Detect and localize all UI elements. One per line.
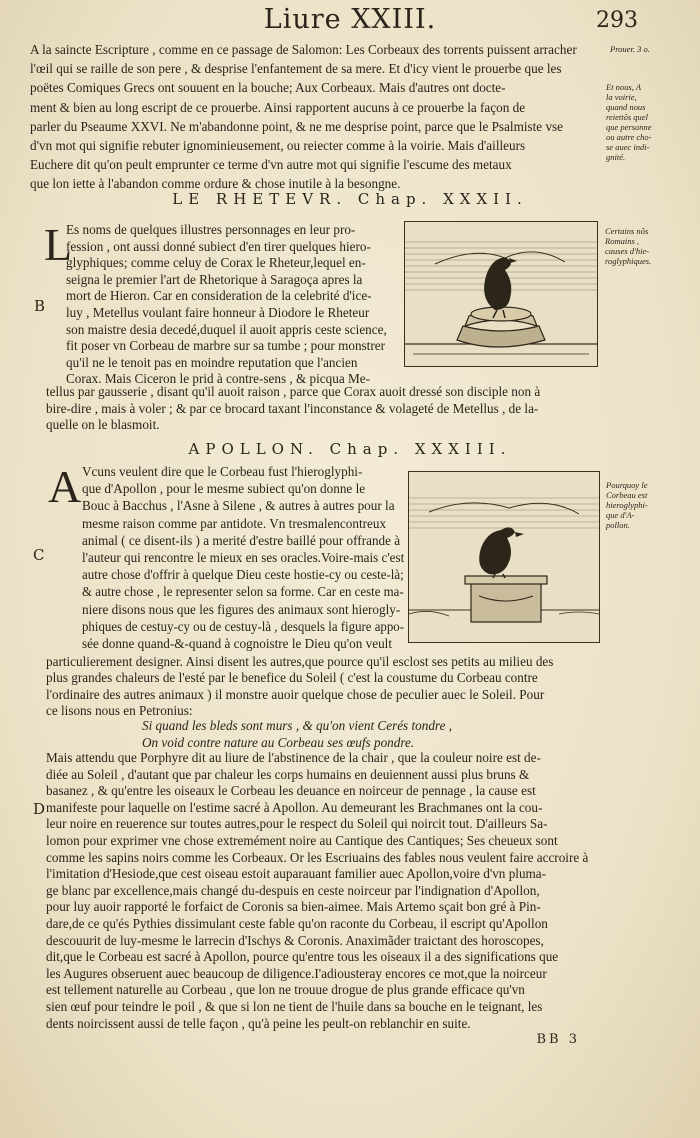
woodcut-raven-on-tomb xyxy=(404,221,598,367)
text-line: particulierement designer. Ainsi disent les autres,que pource qu'il esclost ses petits au milieu des xyxy=(46,654,554,669)
text-line: & autre chose , le representer selon sa forme. Car en ceste ma- xyxy=(82,584,404,600)
text-line: basanez , & qu'entre les oiseaux le Corbeau les deuance en noirceur de pennage , la cause est xyxy=(46,783,536,799)
text-line: mort de Hieron. Car en consideration de la celebrité d'ice- xyxy=(66,288,372,304)
text-line: Bouc à Bacchus , l'Asne à Silene , & autres à autres pour la xyxy=(82,498,395,514)
text-line: son maistre desia decedé,duquel il auoit appris ceste science, xyxy=(66,321,387,337)
text-line: qu'il ne le tenoit pas en moindre reputation que l'ancien xyxy=(66,354,358,370)
text-line: Euchere dit qu'on peult emprunter ce terme d'vn autre mot qui signifie l'escume des metaux xyxy=(30,157,512,173)
text-line: autre chose d'offrir à quelque Dieu ceste hostie-cy ou ceste-là; xyxy=(82,567,404,583)
text-line: seigna le premier l'art de Rhetorique à Saragoça apres la xyxy=(66,271,363,287)
dropcap-a: A xyxy=(48,461,82,512)
text-line: Es noms de quelques illustres personnages en leur pro- xyxy=(66,222,356,237)
text-line: pour luy auoir rapporté le forfaict de Coronis sa bien-aimee. Mais Artemo sçait bon gré à Pin- xyxy=(46,899,541,915)
text-line: fession , ont aussi donné subiect d'en tirer quelques hiero- xyxy=(66,238,371,254)
text-line: A la saincte Escripture , comme en ce passage de Salomon: Les Corbeaux des torrents puissent arracher xyxy=(30,42,577,57)
dropcap-l: L xyxy=(44,219,73,270)
text-line: bire-dire , mais à voler ; & par ce brocard taxant l'inconstance & volageté de Metellus , de la- xyxy=(46,400,539,416)
text-line: glyphiques; comme celuy de Corax le Rheteur,lequel en- xyxy=(66,255,366,271)
text-line: phiques de cestuy-cy ou de cestuy-là , desquels la figure appo- xyxy=(82,618,405,634)
page-title: Liure XXIII. xyxy=(263,4,437,35)
text-line: parler du Pseaume XXVI. Ne m'abandonne point, & ne me desprise point, parce que le Psalmiste vse xyxy=(30,118,564,134)
text-line: sée donne quand-&-quand à cognoistre le Dieu qu'on veult xyxy=(82,636,392,651)
text-line: poëtes Comiques Grecs ont souuent en la bouche; Aux Corbeaux. Mais d'autres ont docte- xyxy=(30,80,506,96)
text-line: est tellement naturelle au Corbeau , que lon ne trouue drogue de plus grande efficace qu'vn xyxy=(46,982,525,998)
text-line: comme les sapins noirs comme les Corbeaux. Or les Escriuains des fables nous veulent faire accroire à xyxy=(46,849,589,865)
text-line: manifeste pour laquelle on l'estime sacré à Apollon. Au demeurant les Brachmanes ont la cou- xyxy=(46,799,543,815)
text-line: Si quand les bleds sont murs , & qu'on vient Cerés tondre , xyxy=(142,718,453,733)
text-line: dare,de ce qu'és Pythies dissimulant ceste fable qu'on raconte du Corbeau, il escript qu'Apollon xyxy=(46,916,548,931)
text-line: lomon pour exprimer vne chose extremément noire au Cantique des Cantiques; Ses cheueux sont xyxy=(46,833,558,848)
text-line: leur noire en reuerence sur toutes autres,pour le respect du Soleil qui noircit tout. D'ailleurs Sa- xyxy=(46,816,548,832)
text-line: tellus par gausserie , disant qu'il auoit raison , parce que Corax auoit dressé son disciple non à xyxy=(46,384,541,399)
margin-note-romains: Certains nõs Romains , causes d'hie- roglyphiques. xyxy=(605,226,652,266)
margin-note-pourquoy: Pourquoy le Corbeau est hieroglyphi- que d'A- pollon. xyxy=(606,480,648,530)
text-line: Vcuns veulent dire que le Corbeau fust l'hieroglyphi- xyxy=(82,464,363,479)
text-line: dents noircissent aussi de telle façon , qu'à peine les peult-on reblanchir en suite. xyxy=(46,1015,471,1031)
text-line: fit poser vn Corbeau de marbre sur sa tumbe ; pour monstrer xyxy=(66,338,385,354)
text-line: d'vn mot qui signifie rebuter ignominieusement, ou reiecter comme à la voirie. Mais d'ailleurs xyxy=(30,138,526,153)
text-line: sien œuf pour teindre le poil , & que si lon ne tient de l'huile dans sa bouche en le teignant, les xyxy=(46,999,543,1014)
margin-letter-c: C xyxy=(33,546,45,564)
margin-note-reference: Prouer. 3 o. xyxy=(610,44,650,54)
text-line: l'ordinaire des autres animaux ) il monstre auoir quelque chose de peculier auec le Soleil. Pour xyxy=(46,686,545,702)
margin-letter-b: B xyxy=(34,297,46,315)
text-line: ce lisons nous en Petronius: xyxy=(46,703,193,719)
text-line: que d'Apollon , pour le mesme subiect qu'on donne le xyxy=(82,481,366,497)
text-line: diée au Soleil , d'autant que par chaleur les corps humains en deuiennent aussi plus bruns & xyxy=(46,766,530,782)
text-line: plus grandes chaleurs de l'esté par le benefice du Soleil ( c'est la coustume du Corbeau contre xyxy=(46,670,538,686)
text-line: niere disons nous que les figures des animaux sont hierogly- xyxy=(82,601,401,617)
chapter-33-heading: APOLLON. Chap. XXXIII. xyxy=(188,440,512,458)
chapter-32-heading: LE RHETEVR. Chap. XXXII. xyxy=(172,190,528,208)
text-line: descouurit de luy-mesme le larrecin d'Ischys & Coronis. Anaximãder traictant des horoscopes, xyxy=(46,932,544,948)
margin-letter-d: D xyxy=(33,800,46,818)
text-line: l'œil qui se raille de son pere , & desprise l'enfantement de sa mere. Et d'icy vient le prouerbe que les xyxy=(30,61,562,77)
text-line: ge blanc par excellence,mais changé du-despuis en ceste noirceur par l'indignation d'Apollon, xyxy=(46,882,540,898)
text-line: que lon iette à l'abandon comme ordure & chose inutile à la besongne. xyxy=(30,176,401,192)
margin-note-voirie: Et nous, A la voirie, quand nous reiettõs quel que personne ou autre cho- se auec indi- gnité. xyxy=(606,82,652,162)
signature-mark: BB 3 xyxy=(536,1032,580,1047)
raven-tomb-illustration xyxy=(405,222,597,366)
text-line: l'auteur qui rencontre le mieux en ses oracles.Voire-mais c'est xyxy=(82,550,405,565)
text-line: Mais attendu que Porphyre dit au liure de l'abstinence de la chair , que la couleur noire est de- xyxy=(46,750,541,765)
text-line: l'imitation d'Hesiode,que cest oiseau estoit auparauant familier auec Apollon,voire d'vn pluma- xyxy=(46,866,547,882)
text-line: dit,que le Corbeau est sacré à Apollon, pource qu'entre tous les oiseaux il a des significations que xyxy=(46,949,559,965)
text-line: ment & bien au long escript de ce prouerbe. Ainsi rapportent aucuns à ce prouerbe la façon de xyxy=(30,99,526,115)
text-line: animal ( ce disent-ils ) a merité d'estre baillé pour offrande à xyxy=(82,532,401,548)
text-line: quelle on le blasmoit. xyxy=(46,417,160,433)
raven-altar-illustration xyxy=(409,472,599,642)
page-number: 293 xyxy=(596,8,638,33)
text-line: mesme raison comme par antidote. Vn tresmalencontreux xyxy=(82,515,387,531)
woodcut-raven-on-altar xyxy=(408,471,600,643)
text-line: Corax. Mais Ciceron le prid à contre-sens , & picqua Me- xyxy=(66,371,370,387)
text-line: On void contre nature au Corbeau ses œufs pondre. xyxy=(142,735,415,750)
text-line: les Augures obseruent auec beaucoup de diligence.I'adiousteray encores ce mot,que la noirceur xyxy=(46,965,547,981)
text-line: luy , Metellus voulant faire honneur à Diodore le Rheteur xyxy=(66,305,370,320)
